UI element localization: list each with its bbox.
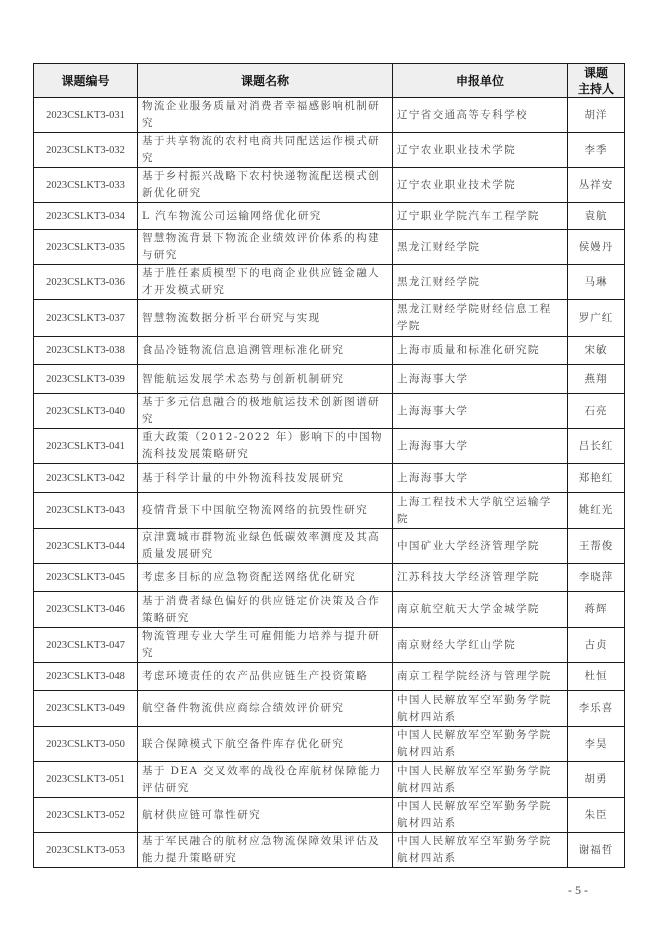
- cell-host: 郑艳红: [568, 464, 625, 493]
- table-row: [34, 798, 625, 833]
- cell-host: 姚红光: [568, 493, 625, 529]
- header-host-line1: 课题: [583, 65, 608, 80]
- table-row: [34, 394, 625, 429]
- cell-code: 2023CSLKT3-041: [34, 429, 138, 464]
- header-title: 课题名称: [138, 64, 393, 98]
- cell-unit: 辽宁农业职业技术学院: [393, 168, 568, 203]
- cell-title: 智慧物流数据分析平台研究与实现: [138, 300, 393, 337]
- table-row: [34, 762, 625, 798]
- cell-title: 考虑多目标的应急物资配送网络优化研究: [138, 564, 393, 592]
- cell-title: 食品冷链物流信息追溯管理标准化研究: [138, 337, 393, 365]
- cell-host: 古贞: [568, 628, 625, 663]
- cell-host: 丛祥安: [568, 168, 625, 203]
- cell-host: 侯嫚丹: [568, 230, 625, 265]
- table-row: [34, 833, 625, 868]
- cell-title: 物流管理专业大学生可雇佣能力培养与提升研究: [138, 628, 393, 663]
- cell-unit: 中国矿业大学经济管理学院: [393, 529, 568, 564]
- cell-host: 马琳: [568, 265, 625, 300]
- cell-unit: 中国人民解放军空军勤务学院航材四站系: [393, 691, 568, 727]
- table-row: [34, 300, 625, 337]
- page-number: - 5 -: [568, 883, 588, 897]
- table-row: [34, 337, 625, 365]
- cell-code: 2023CSLKT3-045: [34, 564, 138, 592]
- cell-host: 胡洋: [568, 98, 625, 133]
- cell-unit: 中国人民解放军空军勤务学院航材四站系: [393, 833, 568, 868]
- table-header-row: [34, 64, 625, 98]
- cell-host: 燕翔: [568, 365, 625, 394]
- cell-unit: 江苏科技大学经济管理学院: [393, 564, 568, 592]
- cell-unit: 中国人民解放军空军勤务学院航材四站系: [393, 762, 568, 798]
- project-list-table: [33, 63, 625, 868]
- cell-host: 李昊: [568, 727, 625, 762]
- table-row: [34, 168, 625, 203]
- table-row: [34, 691, 625, 727]
- cell-code: 2023CSLKT3-033: [34, 168, 138, 203]
- cell-code: 2023CSLKT3-043: [34, 493, 138, 529]
- table-row: [34, 628, 625, 663]
- cell-unit: 中国人民解放军空军勤务学院航材四站系: [393, 798, 568, 833]
- cell-host: 袁航: [568, 203, 625, 230]
- cell-code: 2023CSLKT3-032: [34, 133, 138, 168]
- table-row: [34, 663, 625, 691]
- cell-host: 罗广红: [568, 300, 625, 337]
- cell-title: 重大政策（2012-2022 年）影响下的中国物流科技发展策略研究: [138, 429, 393, 464]
- cell-unit: 上海海事大学: [393, 429, 568, 464]
- cell-code: 2023CSLKT3-044: [34, 529, 138, 564]
- cell-code: 2023CSLKT3-031: [34, 98, 138, 133]
- cell-code: 2023CSLKT3-035: [34, 230, 138, 265]
- cell-host: 李晓萍: [568, 564, 625, 592]
- cell-code: 2023CSLKT3-042: [34, 464, 138, 493]
- cell-title: 智慧物流背景下物流企业绩效评价体系的构建与研究: [138, 230, 393, 265]
- cell-host: 杜恒: [568, 663, 625, 691]
- cell-title: 航材供应链可靠性研究: [138, 798, 393, 833]
- cell-unit: 南京财经大学红山学院: [393, 628, 568, 663]
- cell-title: 物流企业服务质量对消费者幸福感影响机制研究: [138, 98, 393, 133]
- cell-unit: 上海海事大学: [393, 464, 568, 493]
- cell-code: 2023CSLKT3-048: [34, 663, 138, 691]
- cell-host: 胡勇: [568, 762, 625, 798]
- cell-title: 基于军民融合的航材应急物流保障效果评估及能力提升策略研究: [138, 833, 393, 868]
- header-host-line2: 主持人: [577, 81, 614, 96]
- cell-unit: 南京航空航天大学金城学院: [393, 592, 568, 628]
- cell-code: 2023CSLKT3-053: [34, 833, 138, 868]
- cell-unit: 黑龙江财经学院: [393, 230, 568, 265]
- cell-unit: 辽宁省交通高等专科学校: [393, 98, 568, 133]
- cell-unit: 上海市质量和标准化研究院: [393, 337, 568, 365]
- cell-title: 航空备件物流供应商综合绩效评价研究: [138, 691, 393, 727]
- cell-unit: 辽宁农业职业技术学院: [393, 133, 568, 168]
- cell-code: 2023CSLKT3-040: [34, 394, 138, 429]
- table-row: [34, 429, 625, 464]
- cell-unit: 上海海事大学: [393, 394, 568, 429]
- cell-host: 王帮俊: [568, 529, 625, 564]
- cell-code: 2023CSLKT3-049: [34, 691, 138, 727]
- cell-unit: 黑龙江财经学院: [393, 265, 568, 300]
- table-row: [34, 365, 625, 394]
- cell-unit: 上海海事大学: [393, 365, 568, 394]
- table-row: [34, 727, 625, 762]
- cell-code: 2023CSLKT3-052: [34, 798, 138, 833]
- cell-host: 吕长红: [568, 429, 625, 464]
- cell-title: 基于多元信息融合的极地航运技术创新图谱研究: [138, 394, 393, 429]
- table-row: [34, 564, 625, 592]
- cell-unit: 南京工程学院经济与管理学院: [393, 663, 568, 691]
- cell-title: 基于 DEA 交叉效率的战役仓库航材保障能力评估研究: [138, 762, 393, 798]
- header-code: 课题编号: [34, 64, 138, 98]
- cell-title: 京津冀城市群物流业绿色低碳效率测度及其高质量发展研究: [138, 529, 393, 564]
- cell-title: 基于消费者绿色偏好的供应链定价决策及合作策略研究: [138, 592, 393, 628]
- cell-host: 李乐喜: [568, 691, 625, 727]
- cell-unit: 黑龙江财经学院财经信息工程学院: [393, 300, 568, 337]
- cell-code: 2023CSLKT3-051: [34, 762, 138, 798]
- table-row: [34, 592, 625, 628]
- cell-host: 蒋辉: [568, 592, 625, 628]
- table-row: [34, 464, 625, 493]
- table-row: [34, 230, 625, 265]
- cell-host: 宋敏: [568, 337, 625, 365]
- cell-unit: 中国人民解放军空军勤务学院航材四站系: [393, 727, 568, 762]
- cell-code: 2023CSLKT3-050: [34, 727, 138, 762]
- cell-code: 2023CSLKT3-034: [34, 203, 138, 230]
- cell-code: 2023CSLKT3-046: [34, 592, 138, 628]
- table-row: [34, 203, 625, 230]
- table-row: [34, 98, 625, 133]
- table-row: [34, 493, 625, 529]
- cell-host: 石亮: [568, 394, 625, 429]
- table-row: [34, 265, 625, 300]
- header-unit: 申报单位: [393, 64, 568, 98]
- cell-title: 智能航运发展学术态势与创新机制研究: [138, 365, 393, 394]
- cell-host: 朱臣: [568, 798, 625, 833]
- cell-title: 考虑环境责任的农产品供应链生产投资策略: [138, 663, 393, 691]
- cell-unit: 上海工程技术大学航空运输学院: [393, 493, 568, 529]
- cell-code: 2023CSLKT3-039: [34, 365, 138, 394]
- cell-host: 谢福哲: [568, 833, 625, 868]
- cell-title: 基于科学计量的中外物流科技发展研究: [138, 464, 393, 493]
- cell-title: 联合保障模式下航空备件库存优化研究: [138, 727, 393, 762]
- cell-title: 基于乡村振兴战略下农村快递物流配送模式创新优化研究: [138, 168, 393, 203]
- cell-title: 疫情背景下中国航空物流网络的抗毁性研究: [138, 493, 393, 529]
- cell-unit: 辽宁职业学院汽车工程学院: [393, 203, 568, 230]
- cell-title: 基于胜任素质模型下的电商企业供应链金融人才开发模式研究: [138, 265, 393, 300]
- header-host: [568, 64, 625, 98]
- cell-code: 2023CSLKT3-038: [34, 337, 138, 365]
- cell-code: 2023CSLKT3-037: [34, 300, 138, 337]
- cell-host: 李季: [568, 133, 625, 168]
- cell-code: 2023CSLKT3-036: [34, 265, 138, 300]
- table-row: [34, 133, 625, 168]
- cell-title: 基于共享物流的农村电商共同配送运作模式研究: [138, 133, 393, 168]
- cell-code: 2023CSLKT3-047: [34, 628, 138, 663]
- cell-title: L 汽车物流公司运输网络优化研究: [138, 203, 393, 230]
- table-row: [34, 529, 625, 564]
